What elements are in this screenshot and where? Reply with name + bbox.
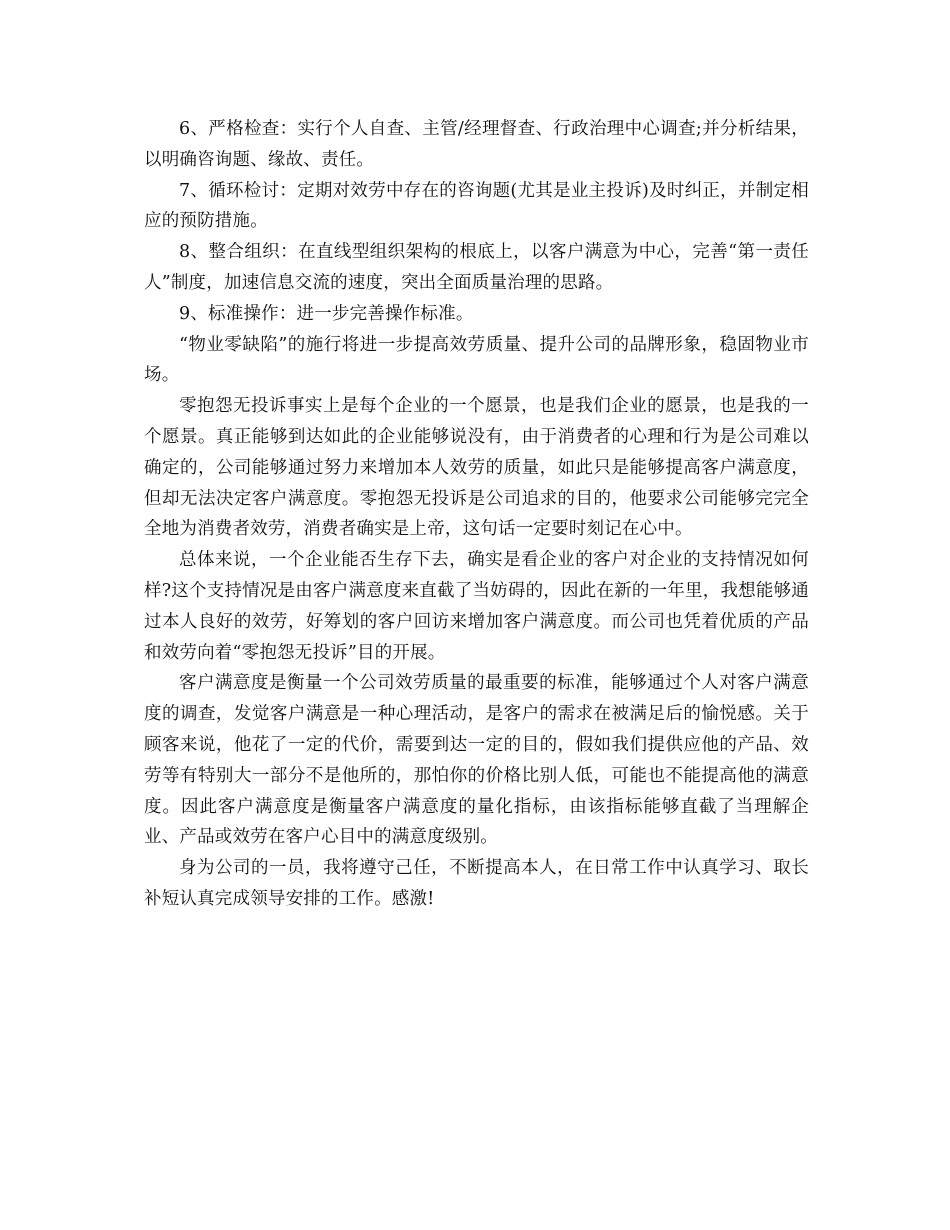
- paragraph-satisfaction: 客户满意度是衡量一个公司效劳质量的最重要的标准，能够通过个人对客户满意度的调查，发觉客户满意是一种心理活动，是客户的需求在被满足后的愉悦感。关于顾客来说，他花了一定的代价，需要到达一定的目的，假如我们提供应他的产品、效劳等有特别大一部分不是他所的，那怕你的价格比别人低，可能也不能提高他的满意度。因此客户满意度是衡量客户满意度的量化指标，由该指标能够直截了当理解企业、产品或效劳在客户心目中的满意度级别。: [144, 673, 809, 848]
- paragraph-item-6: 6、严格检查：实行个人自查、主管/经理督查、行政治理中心调查;并分析结果，以明确咨询题、缘故、责任。: [144, 119, 809, 170]
- paragraph-item-9: 9、标准操作：进一步完善操作标准。: [179, 303, 474, 324]
- paragraph-zero-defect: “物业零缺陷”的施行将进一步提高效劳质量、提升公司的品牌形象，稳固物业市场。: [144, 334, 809, 386]
- paragraph-closing: 身为公司的一员，我将遵守己任，不断提高本人，在日常工作中认真学习、取长补短认真完成领导安排的工作。感激!: [144, 858, 809, 909]
- paragraph-overall: 总体来说，一个企业能否生存下去，确实是看企业的客户对企业的支持情况如何样?这个支持情况是由客户满意度来直截了当妨碍的，因此在新的一年里，我想能够通过本人良好的效劳，好筹划的客户回访来增加客户满意度。而公司也凭着优质的产品和效劳向着“零抱怨无投诉”目的开展。: [144, 550, 809, 663]
- paragraph-item-7: 7、循环检讨：定期对效劳中存在的咨询题(尤其是业主投诉)及时纠正，并制定相应的预防措施。: [144, 180, 809, 232]
- document-body: [144, 114, 809, 915]
- paragraph-item-8: 8、整合组织：在直线型组织架构的根底上，以客户满意为中心，完善“第一责任人”制度，加速信息交流的速度，突出全面质量治理的思路。: [144, 242, 809, 293]
- paragraph-zero-complaint: 零抱怨无投诉事实上是每个企业的一个愿景，也是我们企业的愿景，也是我的一个愿景。真正能够到达如此的企业能够说没有，由于消费者的心理和行为是公司难以确定的，公司能够通过努力来增加本人效劳的质量，如此只是能够提高客户满意度，但却无法决定客户满意度。零抱怨无投诉是公司追求的目的，他要求公司能够完完全全地为消费者效劳，消费者确实是上帝，这句话一定要时刻记在心中。: [144, 396, 809, 540]
